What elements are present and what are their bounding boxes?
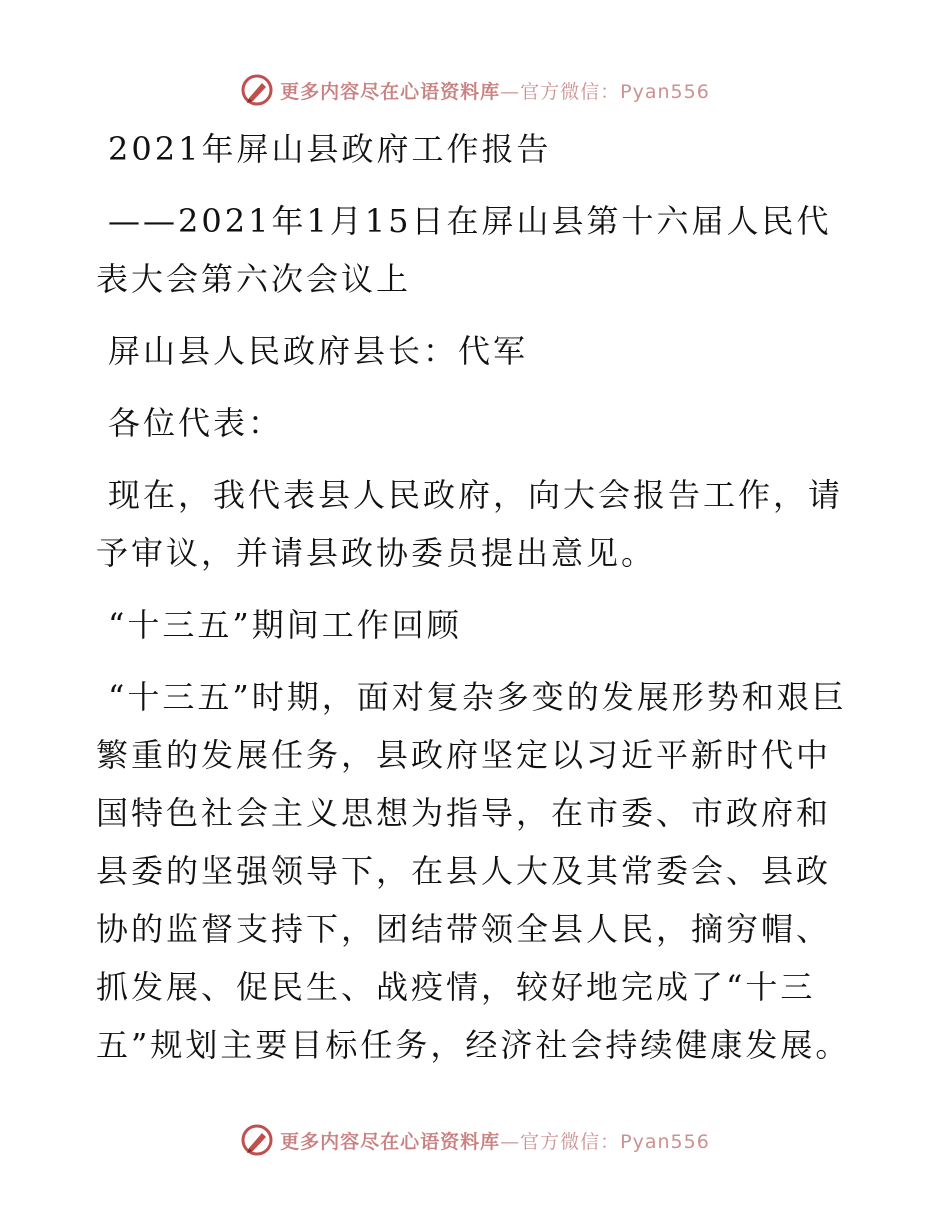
watermark-footer	[0, 1120, 950, 1160]
watermark-main: 更多内容尽在心语资料库	[280, 1130, 501, 1153]
watermark-wechat: 官方微信：Pyan556	[520, 80, 710, 103]
watermark-separator: —	[500, 80, 521, 103]
section-heading: “十三五”期间工作回顾	[108, 606, 462, 644]
speaker-line: 屏山县人民政府县长：代军	[108, 332, 529, 370]
watermark-separator: —	[500, 1130, 521, 1153]
watermark-text	[280, 77, 710, 104]
pen-logo-icon	[240, 1123, 274, 1157]
watermark-header	[0, 70, 950, 110]
document-body	[96, 120, 852, 1088]
salutation: 各位代表：	[108, 404, 284, 442]
watermark-main: 更多内容尽在心语资料库	[280, 80, 501, 103]
document-title: 2021年屏山县政府工作报告	[108, 130, 552, 168]
body-paragraph: “十三五”时期，面对复杂多变的发展形势和艰巨繁重的发展任务，县政府坚定以习近平新时代中国特色社会主义思想为指导，在市委、市政府和县委的坚强领导下，在县人大及其常委会、县政协的监督支持下，团结带领全县人民，摘穷帽、抓发展、促民生、战疫情，较好地完成了“十三五”规划主要目标任务，经济社会持续健康发展。	[96, 678, 851, 1064]
intro-paragraph: 现在，我代表县人民政府，向大会报告工作，请予审议，并请县政协委员提出意见。	[96, 476, 844, 572]
watermark-wechat: 官方微信：Pyan556	[520, 1130, 710, 1153]
pen-logo-icon	[240, 73, 274, 107]
document-subtitle: ——2021年1月15日在屏山县第十六届人民代表大会第六次会议上	[96, 202, 832, 298]
watermark-text	[280, 1127, 710, 1154]
